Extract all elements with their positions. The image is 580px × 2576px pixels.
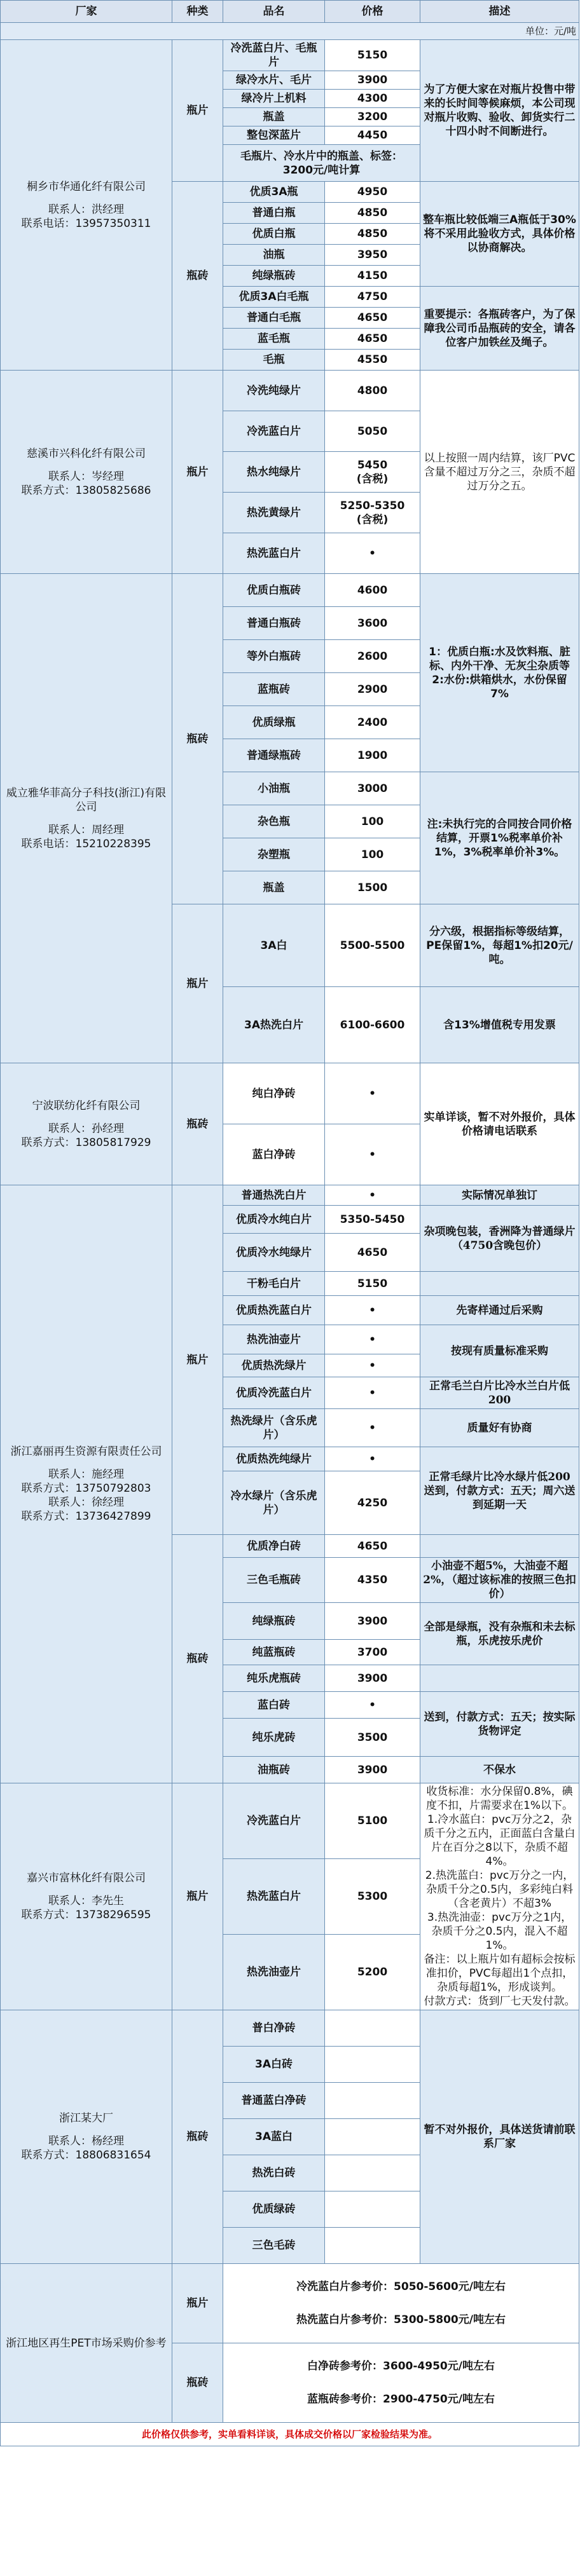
table-row bbox=[1, 2010, 579, 2047]
price-value: • bbox=[325, 1447, 420, 1471]
header-category: 种类 bbox=[172, 1, 223, 23]
product-name: 普通绿瓶砖 bbox=[223, 739, 325, 772]
price-value: 3950 bbox=[325, 245, 420, 266]
product-name: 优质冷洗蓝白片 bbox=[223, 1377, 325, 1409]
price-value: • bbox=[325, 1063, 420, 1124]
price-value: 5450 (含税) bbox=[325, 452, 420, 493]
product-name: 干粉毛白片 bbox=[223, 1272, 325, 1296]
product-name: 纯绿瓶砖 bbox=[223, 1603, 325, 1640]
description-cell: 正常毛兰白片比冷水兰白片低200 bbox=[420, 1377, 579, 1409]
company-name: 宁波联纺化纤有限公司 bbox=[32, 1099, 141, 1112]
company-contact: 联系人：施经理 bbox=[48, 1468, 124, 1481]
product-name: 优质白瓶 bbox=[223, 224, 325, 245]
description-cell: 按现有质量标准采购 bbox=[420, 1325, 579, 1377]
category-cell: 瓶片 bbox=[172, 904, 223, 1063]
reference-line: 冷洗蓝白片参考价：5050-5600元/吨左右 bbox=[296, 2280, 506, 2293]
description-cell bbox=[420, 1535, 579, 1558]
product-name: 瓶盖 bbox=[223, 871, 325, 904]
price-value: 3700 bbox=[325, 1640, 420, 1665]
price-value: 4650 bbox=[325, 308, 420, 329]
product-name: 普通蓝白净砖 bbox=[223, 2083, 325, 2119]
company-name: 嘉兴市富林化纤有限公司 bbox=[27, 1872, 146, 1884]
category-cell: 瓶片 bbox=[172, 40, 223, 182]
price-value bbox=[325, 2010, 420, 2047]
price-value: 5300 bbox=[325, 1859, 420, 1935]
unit-label: 单位：元/吨 bbox=[1, 23, 579, 40]
company-cell bbox=[1, 1063, 172, 1185]
product-name: 热洗油壶片 bbox=[223, 1325, 325, 1354]
price-value: 4150 bbox=[325, 266, 420, 287]
company-cell bbox=[1, 2010, 172, 2264]
product-name: 杂色瓶 bbox=[223, 805, 325, 838]
price-value: 4450 bbox=[325, 126, 420, 145]
company-phone: 联系电话：15210228395 bbox=[21, 837, 151, 850]
price-value bbox=[325, 2191, 420, 2228]
footer-row bbox=[1, 2423, 579, 2446]
price-value: 4350 bbox=[325, 1558, 420, 1603]
reference-line: 热洗蓝白片参考价：5300-5800元/吨左右 bbox=[296, 2314, 506, 2326]
product-name: 热洗白砖 bbox=[223, 2155, 325, 2191]
price-value: • bbox=[325, 1354, 420, 1377]
description-cell: 质量好有协商 bbox=[420, 1409, 579, 1447]
price-value: 5050 bbox=[325, 411, 420, 452]
market-name: 浙江地区再生PET市场采购价参考 bbox=[1, 2264, 172, 2423]
price-value: 4650 bbox=[325, 1535, 420, 1558]
reference-line: 蓝瓶砖参考价：2900-4750元/吨左右 bbox=[307, 2393, 495, 2406]
product-name: 绿冷片上机料 bbox=[223, 90, 325, 108]
product-name: 油瓶砖 bbox=[223, 1757, 325, 1783]
product-name: 冷洗蓝白片 bbox=[223, 411, 325, 452]
product-name: 优质冷水纯绿片 bbox=[223, 1234, 325, 1272]
header-price: 价格 bbox=[325, 1, 420, 23]
category-cell: 瓶砖 bbox=[172, 1535, 223, 1783]
company-contact: 联系人：徐经理 bbox=[48, 1496, 124, 1509]
header-description: 描述 bbox=[420, 1, 579, 23]
table-header-row bbox=[1, 1, 579, 23]
product-name: 纯乐虎瓶砖 bbox=[223, 1665, 325, 1692]
reference-line: 白净砖参考价：3600-4950元/吨左右 bbox=[307, 2360, 495, 2373]
company-contact: 联系人：孙经理 bbox=[48, 1122, 124, 1135]
product-name: 普通白瓶 bbox=[223, 203, 325, 224]
product-name: 蓝白砖 bbox=[223, 1692, 325, 1719]
product-name: 纯白净砖 bbox=[223, 1063, 325, 1124]
description-cell: 先寄样通过后采购 bbox=[420, 1296, 579, 1325]
description-cell: 送到，付款方式：五天；按实际货物评定 bbox=[420, 1692, 579, 1757]
product-name: 热洗油壶片 bbox=[223, 1935, 325, 2010]
company-phone: 联系方式：13738296595 bbox=[21, 1909, 151, 1921]
price-value: 4300 bbox=[325, 90, 420, 108]
price-value: 1500 bbox=[325, 871, 420, 904]
market-reference-cell bbox=[223, 2343, 579, 2423]
company-phone: 联系方式：13750792803 bbox=[21, 1482, 151, 1495]
product-name: 整包深蓝片 bbox=[223, 126, 325, 145]
description-cell bbox=[420, 1447, 579, 1535]
description-cell: 1：优质白瓶:水及饮料瓶、脏标、内外干净、无灰尘杂质等 2:水份:烘箱烘水，水份保留7% bbox=[420, 574, 579, 772]
table-row bbox=[1, 1185, 579, 1206]
product-name: 三色毛瓶砖 bbox=[223, 1558, 325, 1603]
table-row bbox=[1, 40, 579, 71]
price-value: • bbox=[325, 1325, 420, 1354]
price-value: 4550 bbox=[325, 350, 420, 371]
description-cell: 杂项晚包装，香洲降为普通绿片（4750含晚包价） bbox=[420, 1206, 579, 1272]
product-name: 瓶盖 bbox=[223, 108, 325, 126]
price-value: • bbox=[325, 533, 420, 574]
price-value bbox=[325, 2119, 420, 2155]
product-name: 优质绿砖 bbox=[223, 2191, 325, 2228]
product-name: 热洗黄绿片 bbox=[223, 493, 325, 533]
price-value: 3900 bbox=[325, 1665, 420, 1692]
price-value: 4250 bbox=[325, 1471, 420, 1535]
category-cell: 瓶片 bbox=[172, 1783, 223, 2010]
description-cell: 实单详谈，暂不对外报价，具体价格请电话联系 bbox=[420, 1063, 579, 1185]
company-contact: 联系人：周经理 bbox=[48, 823, 124, 836]
price-value: • bbox=[325, 1124, 420, 1185]
company-name: 桐乡市华通化纤有限公司 bbox=[27, 180, 146, 193]
product-name: 毛瓶 bbox=[223, 350, 325, 371]
price-value: 4800 bbox=[325, 371, 420, 411]
price-value: 4650 bbox=[325, 329, 420, 350]
price-value: 5150 bbox=[325, 1272, 420, 1296]
product-name: 蓝毛瓶 bbox=[223, 329, 325, 350]
price-value: 1900 bbox=[325, 739, 420, 772]
price-value: 3600 bbox=[325, 607, 420, 640]
product-name: 优质热洗纯绿片 bbox=[223, 1447, 325, 1471]
company-name: 威立雅华菲高分子科技(浙江)有限公司 bbox=[6, 786, 167, 814]
product-name: 小油瓶 bbox=[223, 772, 325, 805]
product-name: 热水纯绿片 bbox=[223, 452, 325, 493]
company-cell bbox=[1, 1185, 172, 1783]
price-value: 3900 bbox=[325, 71, 420, 90]
product-name: 3A白 bbox=[223, 904, 325, 987]
product-name: 纯蓝瓶砖 bbox=[223, 1640, 325, 1665]
description-cell: 以上按照一周内结算，该厂PVC含量不超过万分之三，杂质不超过万分之五。 bbox=[420, 371, 579, 574]
table-row bbox=[1, 371, 579, 411]
category-cell: 瓶片 bbox=[172, 1185, 223, 1535]
description-cell: 整车瓶比较低端三A瓶低于30%将不采用此验收方式，具体价格以协商解决。 bbox=[420, 182, 579, 287]
product-name: 热洗蓝白片 bbox=[223, 533, 325, 574]
description-cell: 不保水 bbox=[420, 1757, 579, 1783]
category-cell: 瓶片 bbox=[172, 371, 223, 574]
price-value: 4950 bbox=[325, 182, 420, 203]
company-phone: 联系方式：13736427899 bbox=[21, 1510, 151, 1523]
description-cell: 小油壶不超5%，大油壶不超2%，（超过该标准的按照三色扣价） bbox=[420, 1558, 579, 1603]
product-name: 等外白瓶砖 bbox=[223, 640, 325, 673]
description-cell bbox=[420, 1272, 579, 1296]
category-cell: 瓶砖 bbox=[172, 1063, 223, 1185]
price-value: 5200 bbox=[325, 1935, 420, 2010]
company-cell bbox=[1, 1783, 172, 2010]
product-name: 冷洗蓝白片、毛瓶片 bbox=[223, 40, 325, 71]
table-row bbox=[1, 1783, 579, 1859]
company-cell bbox=[1, 40, 172, 371]
price-value: 100 bbox=[325, 838, 420, 871]
product-name: 3A白砖 bbox=[223, 2047, 325, 2083]
description-cell bbox=[420, 1665, 579, 1692]
company-phone: 联系电话：13957350311 bbox=[21, 217, 151, 230]
product-name: 普通白毛瓶 bbox=[223, 308, 325, 329]
description-line: 送到，付款方式：五天；周六送到延期一天 bbox=[424, 1484, 576, 1511]
price-value bbox=[325, 2155, 420, 2191]
product-name: 优质热洗绿片 bbox=[223, 1354, 325, 1377]
unit-row bbox=[1, 23, 579, 40]
header-factory: 厂家 bbox=[1, 1, 172, 23]
product-name: 纯绿瓶砖 bbox=[223, 266, 325, 287]
description-cell: 注:未执行完的合同按合同价格结算，开票1%税率单价补1%，3%税率单价补3%。 bbox=[420, 772, 579, 904]
category-cell: 瓶片 bbox=[172, 2264, 223, 2343]
company-contact: 联系人：岑经理 bbox=[48, 470, 124, 483]
table-row bbox=[1, 574, 579, 607]
product-name: 冷水绿片（含乐虎片） bbox=[223, 1471, 325, 1535]
price-value: 5150 bbox=[325, 40, 420, 71]
market-reference-cell bbox=[223, 2264, 579, 2343]
description-cell: 为了方便大家在对瓶片投售中带来的长时间等候麻烦，本公司现对瓶片收购、验收、卸货实行二十四小时不间断进行。 bbox=[420, 40, 579, 182]
price-value: 3000 bbox=[325, 772, 420, 805]
product-name: 优质热洗蓝白片 bbox=[223, 1296, 325, 1325]
product-name: 3A蓝白 bbox=[223, 2119, 325, 2155]
category-cell: 瓶砖 bbox=[172, 182, 223, 371]
description-cell: 全部是绿瓶，没有杂瓶和未去标瓶，乐虎按乐虎价 bbox=[420, 1603, 579, 1665]
price-value: 6100-6600 bbox=[325, 987, 420, 1063]
price-value: 3500 bbox=[325, 1719, 420, 1757]
company-cell bbox=[1, 371, 172, 574]
company-phone: 联系方式：13805817929 bbox=[21, 1136, 151, 1149]
price-value: 2900 bbox=[325, 673, 420, 706]
product-name: 蓝瓶砖 bbox=[223, 673, 325, 706]
price-value: 3200 bbox=[325, 108, 420, 126]
company-cell bbox=[1, 574, 172, 1063]
price-value: 4750 bbox=[325, 287, 420, 308]
price-value: 2600 bbox=[325, 640, 420, 673]
price-value: 3900 bbox=[325, 1757, 420, 1783]
description-cell: 分六级，根据指标等级结算，PE保留1%，每超1%扣20元/吨。 bbox=[420, 904, 579, 987]
header-product: 品名 bbox=[223, 1, 325, 23]
category-cell: 瓶砖 bbox=[172, 2010, 223, 2264]
product-name: 优质净白砖 bbox=[223, 1535, 325, 1558]
company-contact: 联系人：杨经理 bbox=[48, 2135, 124, 2148]
price-value: 4650 bbox=[325, 1234, 420, 1272]
description-cell: 收货标准：水分保留0.8%，碘度不扣，片需要求在1%以下。 1.冷水蓝白：pvc万分之2，杂质千分之五内，正面蓝白含量白片在百分之8以下，杂质不超4%。 2.热洗蓝白：pvc万分之一内，杂质千分之0.5内，多彩纯白料（含老黄片）不超3% 3.热洗油壶：pvc万分之1内，杂质千分之0.5内，混入不超1%。 备注：以上瓶片如有超标会按标准扣价，PVC每超出1个点扣，杂质每超1%，形成谈判。 付款方式：货到厂七天发付款。 bbox=[420, 1783, 579, 2010]
product-name: 优质3A瓶 bbox=[223, 182, 325, 203]
price-value: 4850 bbox=[325, 203, 420, 224]
price-value: • bbox=[325, 1409, 420, 1447]
price-value: • bbox=[325, 1377, 420, 1409]
product-name: 普通热洗白片 bbox=[223, 1185, 325, 1206]
description-cell: 实际情况单独订 bbox=[420, 1185, 579, 1206]
product-name: 3A热洗白片 bbox=[223, 987, 325, 1063]
price-value: 4850 bbox=[325, 224, 420, 245]
category-cell: 瓶砖 bbox=[172, 2343, 223, 2423]
price-value bbox=[325, 2083, 420, 2119]
description-cell: 含13%增值税专用发票 bbox=[420, 987, 579, 1063]
product-name: 普白净砖 bbox=[223, 2010, 325, 2047]
description-cell: 暂不对外报价，具体送货请前联系厂家 bbox=[420, 2010, 579, 2264]
price-value: 5100 bbox=[325, 1783, 420, 1859]
company-contact: 联系人：洪经理 bbox=[48, 203, 124, 216]
product-name: 优质冷水纯白片 bbox=[223, 1206, 325, 1234]
price-value: 5250-5350 (含税) bbox=[325, 493, 420, 533]
company-phone: 联系方式：18806831654 bbox=[21, 2149, 151, 2162]
product-name: 热洗绿片（含乐虎片） bbox=[223, 1409, 325, 1447]
company-phone: 联系方式：13805825686 bbox=[21, 484, 151, 497]
table-row bbox=[1, 2264, 579, 2343]
category-cell: 瓶砖 bbox=[172, 574, 223, 904]
product-name: 绿冷水片、毛片 bbox=[223, 71, 325, 90]
product-name: 三色毛砖 bbox=[223, 2228, 325, 2264]
price-value: • bbox=[325, 1185, 420, 1206]
product-name: 冷洗纯绿片 bbox=[223, 371, 325, 411]
price-value bbox=[325, 2047, 420, 2083]
company-name: 浙江某大厂 bbox=[59, 2112, 113, 2125]
product-name: 杂塑瓶 bbox=[223, 838, 325, 871]
product-name: 热洗蓝白片 bbox=[223, 1859, 325, 1935]
product-name: 优质绿瓶 bbox=[223, 706, 325, 739]
product-note: 毛瓶片、冷水片中的瓶盖、标签：3200元/吨计算 bbox=[223, 145, 420, 182]
price-value: 5500-5500 bbox=[325, 904, 420, 987]
price-value: 100 bbox=[325, 805, 420, 838]
description-cell: 重要提示：各瓶砖客户，为了保障我公司币品瓶砖的安全，请各位客户加铁丝及绳子。 bbox=[420, 287, 579, 371]
price-value: 3900 bbox=[325, 1603, 420, 1640]
product-name: 普通白瓶砖 bbox=[223, 607, 325, 640]
company-name: 浙江嘉丽再生资源有限责任公司 bbox=[10, 1445, 162, 1458]
product-name: 纯乐虎砖 bbox=[223, 1719, 325, 1757]
price-value: • bbox=[325, 1692, 420, 1719]
table-row bbox=[1, 1063, 579, 1124]
product-name: 油瓶 bbox=[223, 245, 325, 266]
price-value: 4600 bbox=[325, 574, 420, 607]
price-value: 5350-5450 bbox=[325, 1206, 420, 1234]
product-name: 优质3A白毛瓶 bbox=[223, 287, 325, 308]
price-value: 2400 bbox=[325, 706, 420, 739]
price-value bbox=[325, 2228, 420, 2264]
company-name: 慈溪市兴科化纤有限公司 bbox=[27, 447, 146, 460]
product-name: 冷洗蓝白片 bbox=[223, 1783, 325, 1859]
product-name: 蓝白净砖 bbox=[223, 1124, 325, 1185]
product-name: 优质白瓶砖 bbox=[223, 574, 325, 607]
footer-note: 此价格仅供参考，实单看料详谈，具体成交价格以厂家检验结果为准。 bbox=[1, 2423, 579, 2446]
company-contact: 联系人：李先生 bbox=[48, 1895, 124, 1907]
description-line: 正常毛绿片比冷水绿片低200 bbox=[429, 1470, 570, 1483]
price-value: • bbox=[325, 1296, 420, 1325]
